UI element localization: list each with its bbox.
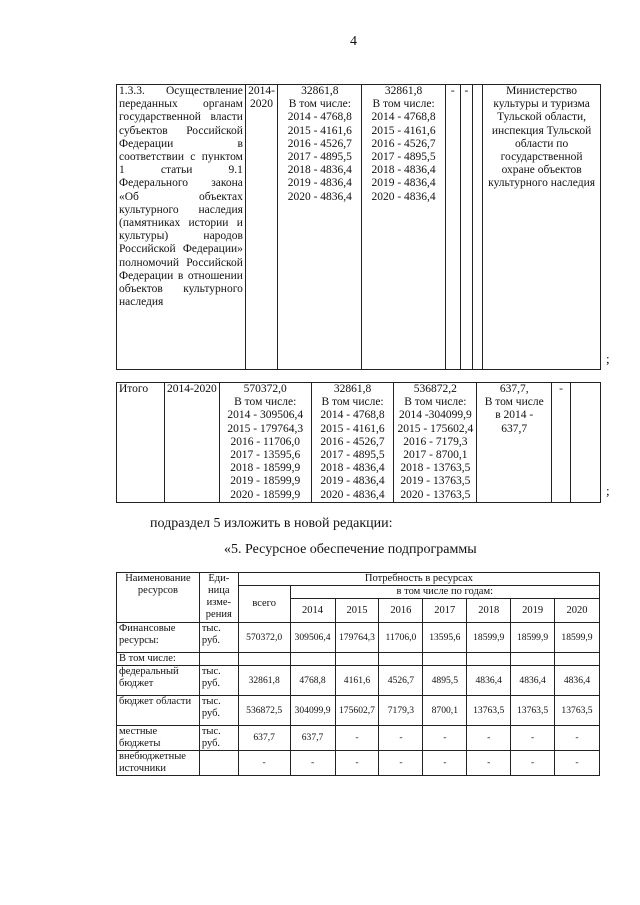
cell-line: 2014 -304099,9	[398, 409, 472, 422]
table-row	[117, 751, 600, 776]
page-number: 4	[350, 34, 357, 49]
cell-line: 2018 - 4836,4	[287, 164, 352, 177]
program-activity-table	[116, 84, 601, 370]
resource-year-value: 4768,8	[290, 666, 335, 696]
resource-year-value: -	[511, 726, 555, 751]
header-need: Потребность в ресурсах	[238, 573, 599, 586]
cell-line: В том числе:	[288, 98, 351, 111]
resource-year-value: 11706,0	[379, 623, 423, 653]
resource-year-value: 18599,9	[555, 623, 600, 653]
cell-line: 2017 - 4895,5	[371, 151, 436, 164]
cell-line: 2018 - 13763,5	[400, 462, 471, 475]
resource-year-value: 637,7	[290, 726, 335, 751]
cell-line: В том числе	[484, 396, 544, 409]
resource-unit	[199, 653, 238, 666]
instruction-text: подраздел 5 изложить в новой редакции:	[150, 516, 393, 531]
cell-line: 2014 - 4768,8	[320, 409, 385, 422]
resource-year-value: 309506,4	[290, 623, 335, 653]
total-period: 2014-2020	[164, 383, 219, 503]
resource-unit: тыс. руб.	[199, 696, 238, 726]
resource-total: 637,7	[238, 726, 290, 751]
resource-year-value: 4895,5	[423, 666, 467, 696]
resource-year-value: 4836,4	[467, 666, 511, 696]
table-row	[117, 696, 600, 726]
resource-year-value: 4526,7	[379, 666, 423, 696]
resource-unit: тыс. руб.	[199, 726, 238, 751]
resource-year-value: -	[555, 726, 600, 751]
resource-year-value: 18599,9	[467, 623, 511, 653]
resource-unit: тыс. руб.	[199, 666, 238, 696]
cell-line: 2014 - 309506,4	[227, 409, 304, 422]
cell-line: В том числе:	[372, 98, 435, 111]
resource-year-value: 8700,1	[423, 696, 467, 726]
table-row	[117, 666, 600, 696]
resource-year-value: -	[423, 726, 467, 751]
header-year: 2019	[511, 599, 555, 623]
resource-total: 536872,5	[238, 696, 290, 726]
cell-line: 2015 - 175602,4	[397, 422, 474, 435]
cell-line: 2015 - 4161,6	[320, 422, 385, 435]
cell-line: 2019 - 4836,4	[371, 177, 436, 190]
cell-line: 637,7,	[499, 383, 529, 395]
resource-name: федеральный бюджет	[117, 666, 200, 696]
header-year: 2018	[467, 599, 511, 623]
resources-table	[116, 572, 600, 776]
total-extra: -	[552, 383, 571, 503]
cell-line: 2016 - 7179,3	[403, 435, 468, 448]
resource-year-value: -	[467, 751, 511, 776]
program-total-table	[116, 382, 601, 503]
activity-total	[278, 85, 362, 370]
resource-name: бюджет области	[117, 696, 200, 726]
cell-line: 2019 - 18599,9	[230, 475, 301, 488]
activity-empty	[473, 85, 483, 370]
cell-line: 637,7	[501, 422, 528, 435]
resource-year-value	[423, 653, 467, 666]
cell-line: 32861,8	[384, 85, 423, 97]
cell-line: 2017 - 4895,5	[320, 449, 385, 462]
table-row	[117, 653, 600, 666]
header-year: 2015	[335, 599, 379, 623]
total-federal	[311, 383, 394, 503]
resource-total: -	[238, 751, 290, 776]
cell-line: 2017 - 13595,6	[230, 449, 301, 462]
cell-line: 2020 - 4836,4	[287, 190, 352, 203]
cell-line: 2015 - 4161,6	[371, 124, 436, 137]
resource-year-value: -	[335, 726, 379, 751]
resource-name: В том числе:	[117, 653, 200, 666]
cell-line: 2015 - 4161,6	[287, 124, 352, 137]
cell-line: В том числе:	[321, 396, 384, 409]
cell-line: 2018 - 18599,9	[230, 462, 301, 475]
resource-year-value	[555, 653, 600, 666]
resource-year-value	[511, 653, 555, 666]
cell-line: 32861,8	[333, 383, 372, 395]
resource-name: местные бюджеты	[117, 726, 200, 751]
cell-line: в 2014 -	[495, 409, 534, 422]
cell-line: 2016 - 11706,0	[230, 435, 300, 448]
cell-line: 2020 - 18599,9	[230, 488, 301, 501]
activity-label: 1.3.3. Осуществление переданных органам государственной власти субъектов Российской Федерации в соответствии с пунктом 1 статьи 9.1 Федерального закона «Об объектах культурного наследия (памятниках истории и культуры) народов Российской Федерации» полномочий Российской Федерации в отношении объектов культурного наследия	[117, 85, 246, 370]
header-total: всего	[238, 586, 290, 623]
resource-year-value	[379, 653, 423, 666]
header-year: 2017	[423, 599, 467, 623]
resource-year-value	[290, 653, 335, 666]
header-by-years: в том числе по годам:	[290, 586, 599, 599]
resource-year-value: 13763,5	[511, 696, 555, 726]
cell-line: 2019 - 13763,5	[400, 475, 471, 488]
total-end-semicolon: ;	[606, 483, 610, 498]
resource-name: Финансовые ресурсы:	[117, 623, 200, 653]
resource-year-value: -	[379, 726, 423, 751]
section-title: «5. Ресурсное обеспечение подпрограммы	[224, 542, 477, 557]
resource-total	[238, 653, 290, 666]
header-unit: Еди-ница изме-рения	[199, 573, 238, 623]
cell-line: 2016 - 4526,7	[287, 137, 352, 150]
resource-year-value: 304099,9	[290, 696, 335, 726]
resource-year-value: 13763,5	[467, 696, 511, 726]
resource-year-value: -	[511, 751, 555, 776]
activity-period: 2014-2020	[245, 85, 277, 370]
cell-line: В том числе:	[404, 396, 467, 409]
resource-year-value	[335, 653, 379, 666]
total-local	[477, 383, 552, 503]
resource-year-value: -	[423, 751, 467, 776]
resource-total: 32861,8	[238, 666, 290, 696]
cell-line: 2015 - 179764,3	[227, 422, 304, 435]
activity-executor: Министерство культуры и туризма Тульской области, инспекция Тульской области по государственной охране объектов культурного наследия	[483, 85, 601, 370]
resource-year-value	[467, 653, 511, 666]
cell-line: 2014 - 4768,8	[287, 111, 352, 124]
cell-line: 2018 - 4836,4	[371, 164, 436, 177]
resource-year-value: -	[290, 751, 335, 776]
total-regional	[394, 383, 477, 503]
resource-year-value: -	[335, 751, 379, 776]
cell-line: 2020 - 4836,4	[371, 190, 436, 203]
cell-line: 2019 - 4836,4	[320, 475, 385, 488]
cell-line: 570372,0	[243, 383, 287, 395]
cell-line: 2014 - 4768,8	[371, 111, 436, 124]
cell-line: 2020 - 13763,5	[400, 488, 471, 501]
resource-year-value: 179764,3	[335, 623, 379, 653]
resource-year-value: -	[467, 726, 511, 751]
header-year: 2014	[290, 599, 335, 623]
resource-year-value: -	[379, 751, 423, 776]
header-year: 2016	[379, 599, 423, 623]
cell-line: 2018 - 4836,4	[320, 462, 385, 475]
resource-year-value: 175602,7	[335, 696, 379, 726]
table-row	[117, 726, 600, 751]
total-label: Итого	[117, 383, 165, 503]
total-all	[219, 383, 311, 503]
resource-year-value: 13763,5	[555, 696, 600, 726]
resource-unit	[199, 751, 238, 776]
resource-year-value: -	[555, 751, 600, 776]
cell-line: 2016 - 4526,7	[320, 435, 385, 448]
cell-line: 2019 - 4836,4	[287, 177, 352, 190]
table-row	[117, 623, 600, 653]
resource-total: 570372,0	[238, 623, 290, 653]
cell-line: В том числе:	[234, 396, 297, 409]
resource-year-value: 4836,4	[555, 666, 600, 696]
header-resource-name: Наименование ресурсов	[117, 573, 200, 623]
activity-regional: -	[445, 85, 460, 370]
cell-line: 32861,8	[301, 85, 339, 97]
resource-year-value: 13595,6	[423, 623, 467, 653]
header-year: 2020	[555, 599, 600, 623]
resource-unit: тыс. руб.	[199, 623, 238, 653]
resource-year-value: 4836,4	[511, 666, 555, 696]
cell-line: 2017 - 8700,1	[403, 449, 468, 462]
total-empty	[571, 383, 601, 503]
resource-year-value: 7179,3	[379, 696, 423, 726]
resource-year-value: 18599,9	[511, 623, 555, 653]
cell-line: 2016 - 4526,7	[371, 137, 436, 150]
resource-name: внебюджетные источники	[117, 751, 200, 776]
cell-line: 2020 - 4836,4	[320, 488, 385, 501]
row-end-semicolon: ;	[606, 351, 610, 366]
cell-line: 536872,2	[413, 383, 457, 395]
resource-year-value: 4161,6	[335, 666, 379, 696]
activity-local: -	[460, 85, 472, 370]
activity-federal	[362, 85, 445, 370]
cell-line: 2017 - 4895,5	[287, 151, 352, 164]
